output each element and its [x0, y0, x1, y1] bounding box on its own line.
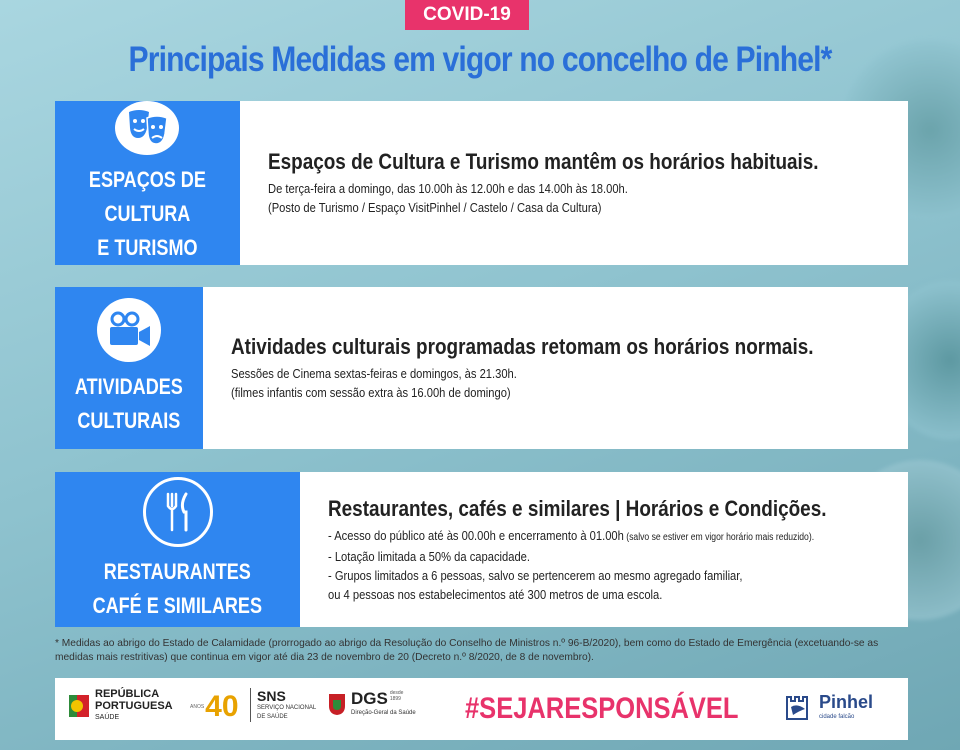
measure-heading: Atividades culturais programadas retomam os horários normais.: [230, 334, 814, 359]
dgs-sub: Direção-Geral da Saúde: [351, 710, 416, 716]
forty-number: 40: [205, 690, 239, 723]
measure-heading: Restaurantes, cafés e similares | Horários e Condições.: [328, 495, 827, 521]
measure-details: [203, 287, 908, 449]
covid-badge: COVID-19: [405, 0, 529, 30]
measure-line: - Lotação limitada a 50% da capacidade.: [328, 548, 531, 564]
measure-card-restaurants: [55, 472, 908, 627]
category-label: ATIVIDADES CULTURAIS: [74, 374, 183, 433]
sns-sub: SERVIÇO NACIONAL: [257, 705, 317, 711]
page-title: Principais Medidas em vigor no concelho de Pinhel*: [128, 40, 832, 79]
footer-logos-bar: [55, 678, 908, 740]
sns-text: SNS: [257, 688, 286, 704]
rp-text: PORTUGUESA: [95, 700, 173, 712]
sns-logo: [250, 688, 316, 722]
measure-line: ou 4 pessoas nos estabelecimentos até 300 metros de uma escola.: [328, 586, 663, 602]
rp-text: REPÚBLICA: [95, 688, 160, 700]
measure-card-culture: [55, 101, 908, 265]
measure-card-cultural-activities: [55, 287, 908, 449]
category-panel: [55, 287, 203, 449]
dgs-emblem-icon: [327, 692, 347, 716]
measure-line: De terça-feira a domingo, das 10.00h às 12.00h e das 14.00h às 18.00h.: [267, 181, 628, 196]
forty-sub: ANOS: [190, 704, 205, 710]
falcon-tower-icon: [785, 693, 819, 723]
pinhel-text: Pinhel: [819, 692, 874, 712]
measure-heading: Espaços de Cultura e Turismo mantêm os horários habituais.: [267, 149, 819, 174]
category-panel: [55, 101, 240, 265]
rp-text: SAÚDE: [95, 714, 120, 721]
dgs-since: desde 1899: [389, 690, 404, 702]
category-panel: [55, 472, 300, 627]
category-label: RESTAURANTES CAFÉ E SIMILARES: [92, 558, 263, 618]
measure-line: - Grupos limitados a 6 pessoas, salvo se pertencerem ao mesmo agregado familiar,: [328, 567, 743, 583]
republica-portuguesa-logo: [67, 688, 173, 724]
measure-line: - Acesso do público até às 00.00h e encerramento à 01.00h (salvo se estiver em vigor horário mais reduzido).: [328, 527, 815, 543]
pinhel-logo: [785, 692, 873, 723]
category-label: ESPAÇOS DE CULTURA E TURISMO: [88, 167, 206, 260]
measure-details: [240, 101, 908, 265]
hashtag-seja-responsavel: #SEJARESPONSÁVEL: [465, 692, 739, 725]
dgs-text: DGS: [351, 689, 388, 708]
measure-line: (Posto de Turismo / Espaço VisitPinhel / Castelo / Casa da Cultura): [267, 200, 602, 215]
measure-line: (filmes infantis com sessão extra às 16.00h de domingo): [230, 385, 511, 400]
portugal-emblem-icon: [67, 693, 91, 719]
measure-details: [300, 472, 908, 627]
footnote: * Medidas ao abrigo do Estado de Calamidade (prorrogado ao abrigo da Resolução do Conselho de Ministros n.º 96-B/2020), bem como do Estado de Emergência (excetuando-se as medidas mais restritivas) que continua em vigor até dia 23 de novembro de 20 (Decreto n.º 8/2020, de 8 de novembro).: [55, 638, 879, 663]
40-anos-logo: [190, 690, 239, 724]
dgs-logo: [327, 690, 416, 718]
theater-masks-icon: [115, 101, 179, 155]
video-camera-icon: [97, 298, 161, 362]
fork-knife-icon: [143, 477, 213, 547]
measure-line: Sessões de Cinema sextas-feiras e domingos, às 21.30h.: [230, 366, 517, 381]
pinhel-sub: cidade falcão: [819, 714, 855, 720]
sns-sub: DE SAÚDE: [257, 714, 288, 720]
